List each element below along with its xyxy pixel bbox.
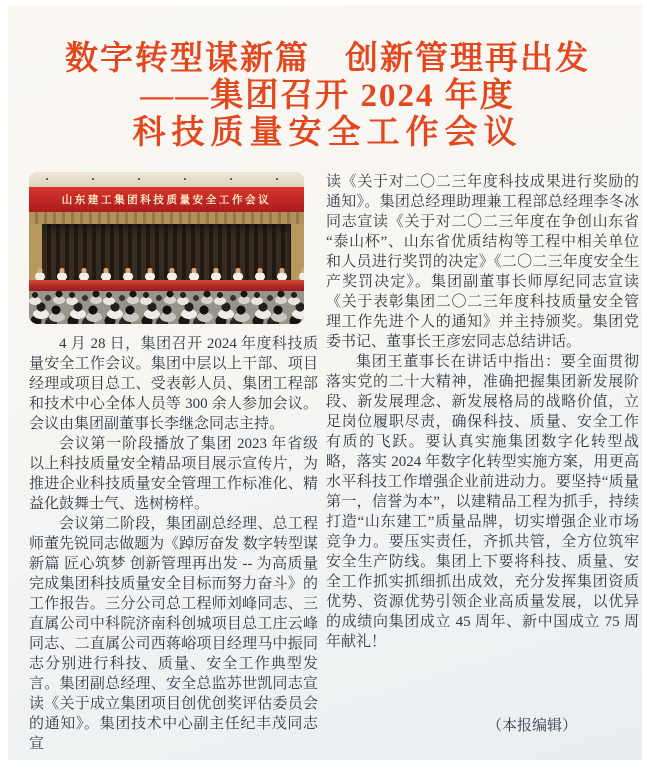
photo-wall-trim bbox=[29, 212, 304, 224]
photo-audience bbox=[29, 291, 304, 324]
article-title-block bbox=[29, 41, 626, 152]
left-paragraph-2: 会议第一阶段播放了集团 2023 年省级以上科技质量安全精品项目展示宣传片，为推进企业科技质量安全管理工作标准化、精益化鼓舞士气、选树榜样。 bbox=[29, 436, 318, 512]
newspaper-page bbox=[8, 5, 642, 760]
article-title-line-1: 数字转型谋新篇 创新管理再出发 bbox=[65, 41, 590, 77]
left-paragraph-3: 会议第二阶段，集团副总经理、总工程师董先锐同志做题为《踔厉奋发 数字转型谋新篇 匠心筑梦 创新管理再出发 -- 为高质量完成集团科技质量安全目标而努力奋斗》的工作报告。三分公司总工程师刘峰同志、三直属公司中科院济南科创城项目总工庄云峰同志、二直属公司西蒋峪项目经理马中振同志分别进行科技、质量、安全工作典型发言。集团副总经理、安全总监苏世凯同志宣读《关于成立集团项目创优创奖评估委员会的通知》。集团技术中心副主任纪丰茂同志宣 bbox=[29, 516, 318, 752]
right-column bbox=[326, 172, 639, 754]
photo-ceiling bbox=[29, 172, 304, 187]
conference-photo bbox=[29, 172, 304, 324]
editor-credit: （本报编辑） bbox=[486, 718, 577, 734]
article-title-line-2: ——集团召开 2024 年度 bbox=[140, 78, 515, 114]
article-title-line-3: 科技质量安全工作会议 bbox=[132, 115, 523, 151]
right-paragraph-2: 集团王董事长在讲话中指出：要全面贯彻落实党的二十大精神，准确把握集团新发展阶段、新发展理念、新发展格局的战略价值，立足岗位履职尽责，确保科技、质量、安全工作有质的飞跃。要认真实施集团数字化转型战略，落实 2024 年数字化转型实施方案，用更高水平科技工作增强企业前进动力。要坚持“质量第一，信誉为本”，以建精品工程为抓手，持续打造“山东建工”质量品牌，切实增强企业市场竞争力。要压实责任，齐抓共管，全方位筑牢安全生产防线。集团上下要将科技、质量、安全工作抓实抓细抓出成效，充分发挥集团资质优势、资源优势引领企业高质量发展，以优异的成绩向集团成立 45 周年、新中国成立 75 周年献礼！ bbox=[326, 354, 639, 650]
photo-banner-text: 山东建工集团科技质量安全工作会议 bbox=[61, 195, 272, 206]
photo-rostrum-table bbox=[29, 280, 304, 291]
article-body bbox=[29, 172, 639, 754]
photo-rostrum-speakers bbox=[29, 267, 304, 280]
left-column bbox=[29, 172, 318, 754]
right-paragraph-1: 读《关于对二〇二三年度科技成果进行奖励的通知》。集团总经理助理兼工程部总经理李冬冰同志宣读《关于对二〇二三年度在争创山东省“泰山杯”、山东省优质结构等工程中相关单位和人员进行奖罚的决定》《二〇二三年度安全生产奖罚决定》。集团副董事长师厚纪同志宣读《关于表彰集团二〇二三年度科技质量安全管理工作先进个人的通知》并主持颁奖。集团党委书记、董事长王彦宏同志总结讲话。 bbox=[326, 174, 639, 350]
left-paragraph-1: 4 月 28 日，集团召开 2024 年度科技质量安全工作会议。集团中层以上干部、项目经理或项目总工、受表彰人员、集团工程部和技术中心全体人员等 300 余人参加会议。会议由集团副董事长李继念同志主持。 bbox=[29, 336, 318, 432]
photo-banner bbox=[29, 187, 304, 212]
